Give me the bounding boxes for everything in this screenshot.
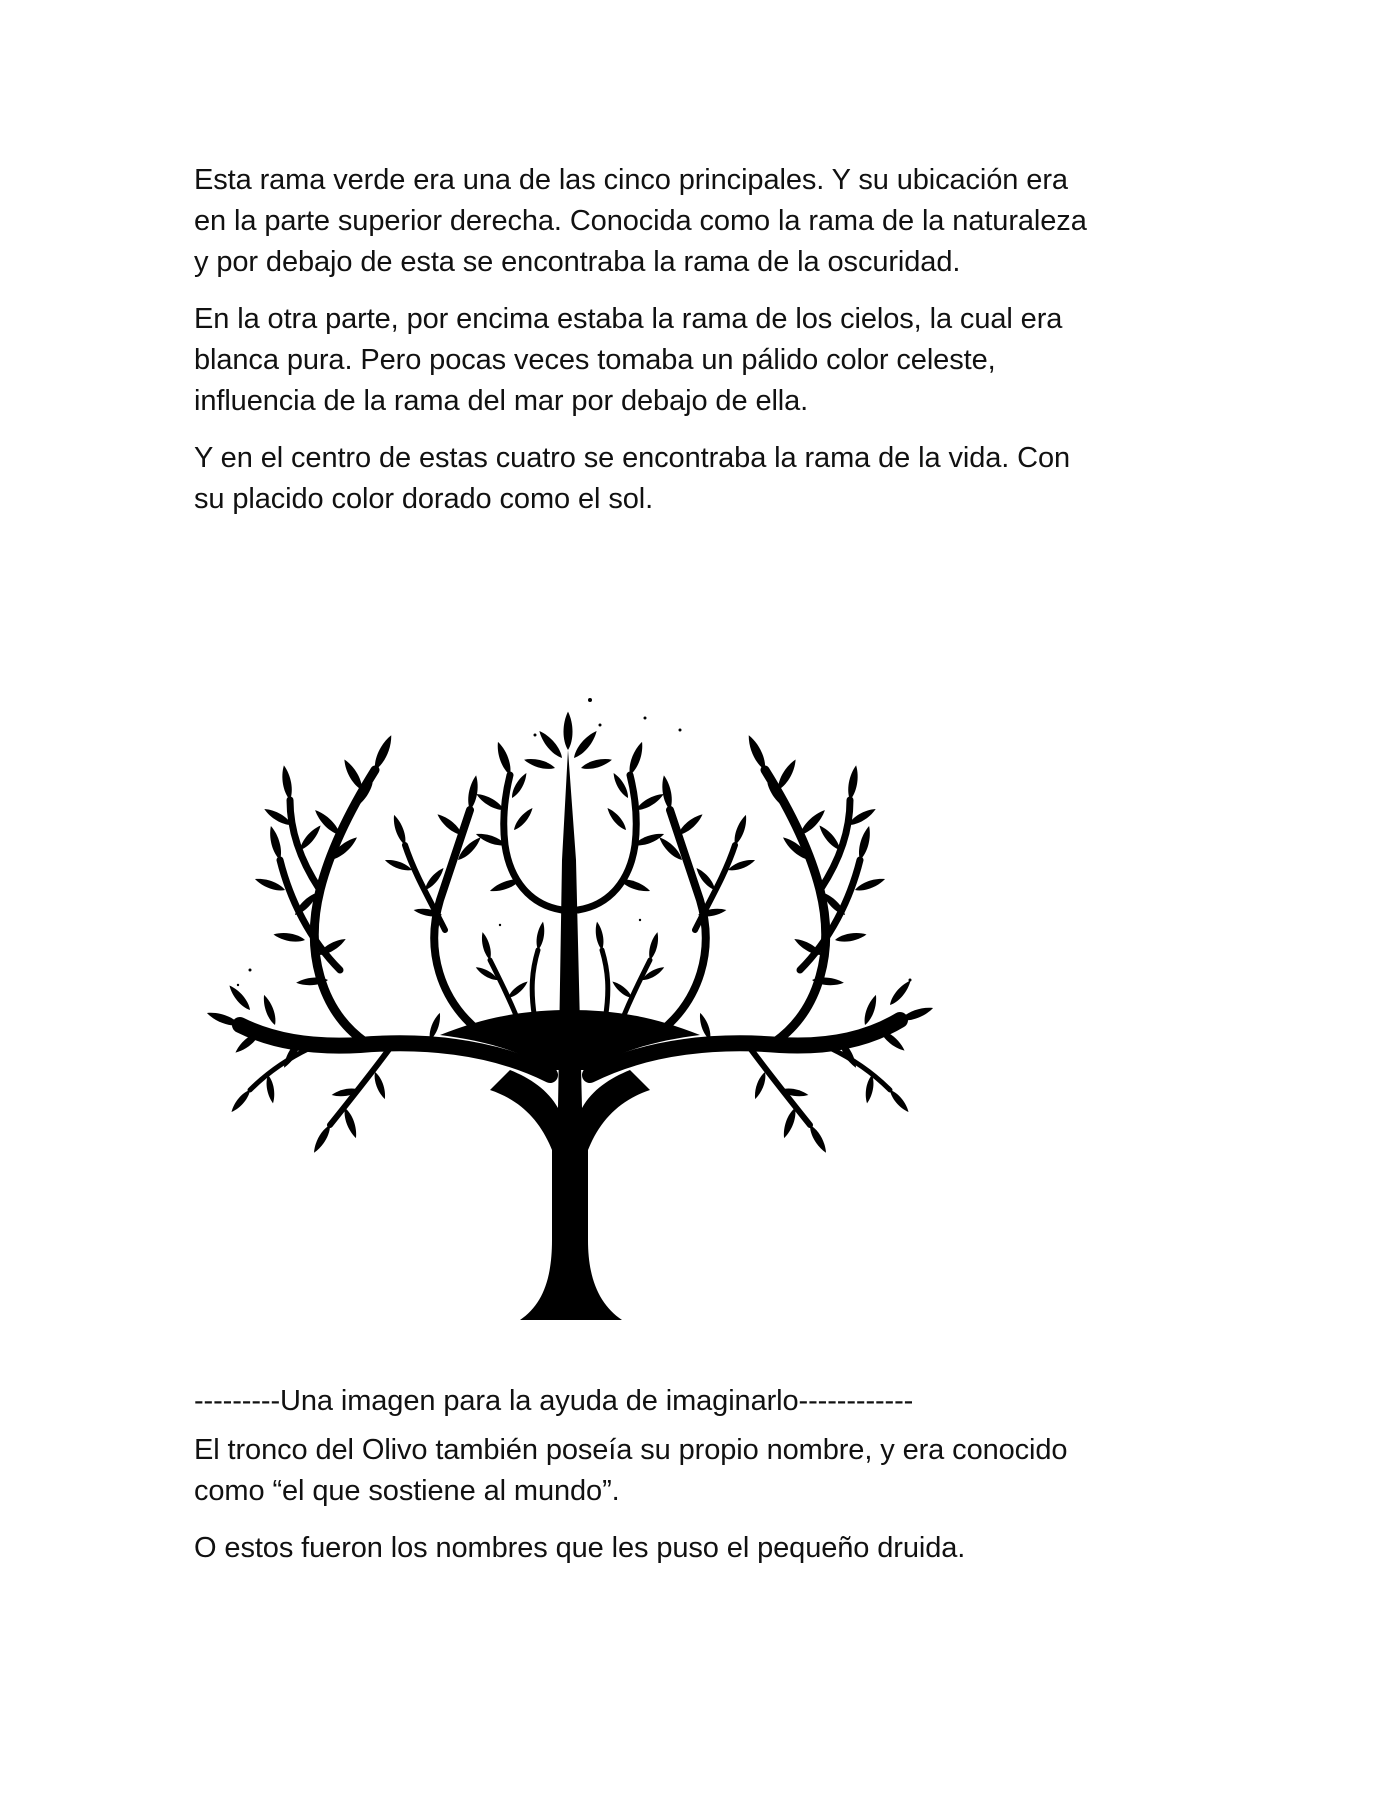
- text-line: influencia de la rama del mar por debajo de ella.: [194, 385, 809, 417]
- paragraph-closing: [194, 1528, 1214, 1569]
- paragraph-trunk-name: [194, 1430, 1214, 1512]
- text-line: O estos fueron los nombres que les puso el pequeño druida.: [194, 1532, 966, 1564]
- olive-tree-icon: [190, 680, 970, 1350]
- caption-text: ---------Una imagen para la ayuda de imaginarlo------------: [194, 1385, 914, 1417]
- paragraph-life-branch: [194, 438, 1214, 520]
- text-line: en la parte superior derecha. Conocida como la rama de la naturaleza: [194, 205, 1087, 237]
- text-line: como “el que sostiene al mundo”.: [194, 1475, 620, 1507]
- image-caption: [194, 1381, 1214, 1422]
- paragraph-sky-branch: [194, 299, 1214, 422]
- text-line: y por debajo de esta se encontraba la rama de la oscuridad.: [194, 246, 961, 278]
- paragraph-green-branch: [194, 160, 1214, 283]
- text-line: El tronco del Olivo también poseía su propio nombre, y era conocido: [194, 1434, 1068, 1466]
- text-line: blanca pura. Pero pocas veces tomaba un pálido color celeste,: [194, 344, 996, 376]
- text-line: Esta rama verde era una de las cinco principales. Y su ubicación era: [194, 164, 1068, 196]
- text-line: En la otra parte, por encima estaba la rama de los cielos, la cual era: [194, 303, 1063, 335]
- text-line: Y en el centro de estas cuatro se encontraba la rama de la vida. Con: [194, 442, 1071, 474]
- text-line: su placido color dorado como el sol.: [194, 483, 654, 515]
